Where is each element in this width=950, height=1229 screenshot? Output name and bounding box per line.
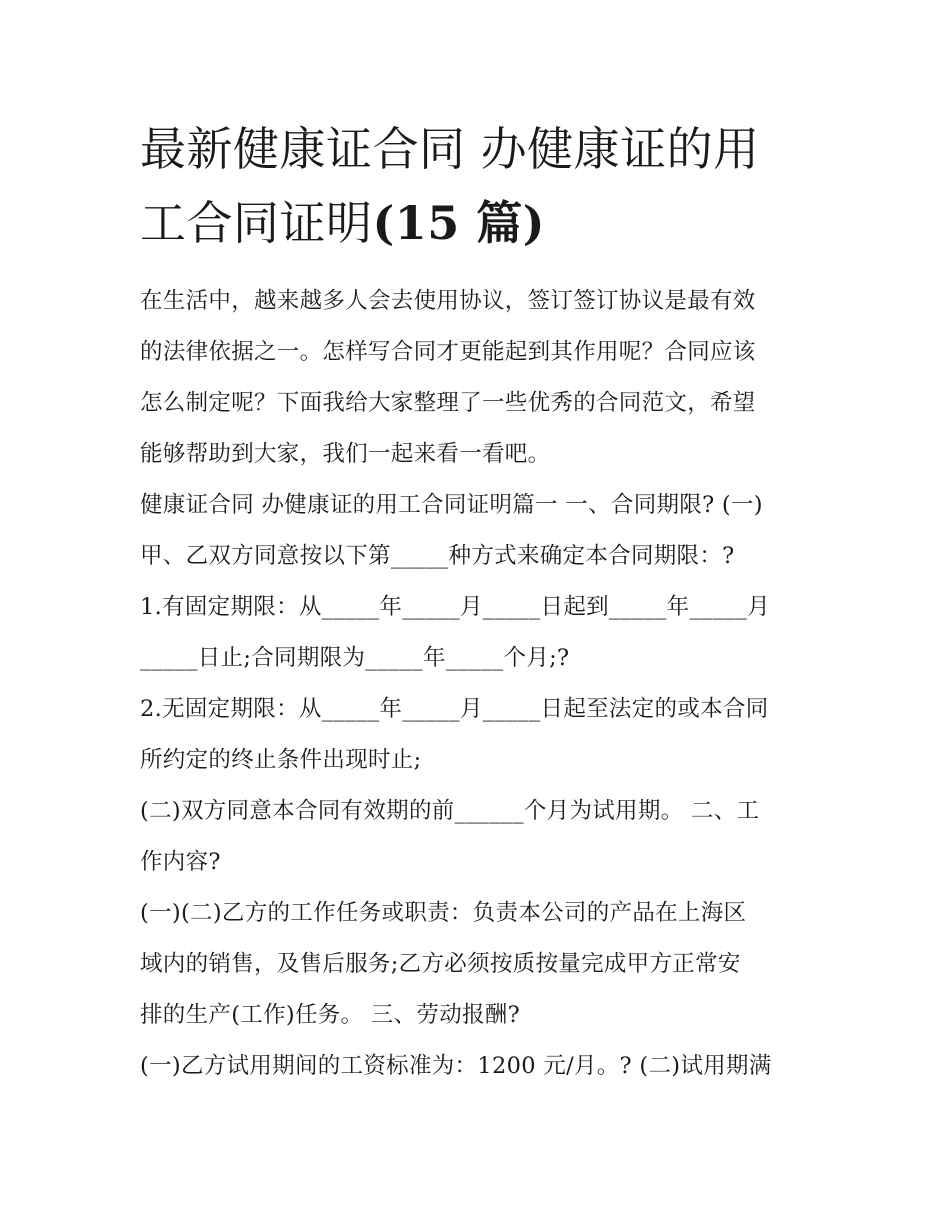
body-line: (二)双方同意本合同有效期的前______个月为试用期。 二、工 (140, 798, 760, 824)
body-line: 排的生产(工作)任务。 三、劳动报酬? (140, 1002, 520, 1028)
title-count: (15 篇) (372, 196, 546, 250)
body-line: 1.有固定期限：从_____年_____月_____日起到_____年_____月 (140, 594, 771, 620)
body-line: 怎么制定呢？下面我给大家整理了一些优秀的合同范文，希望 (140, 390, 756, 416)
body-line: 所约定的终止条件出现时止; (140, 747, 422, 773)
body-line: 作内容? (140, 849, 221, 875)
title-line-2: 工合同证明 (140, 196, 373, 250)
body-line: 在生活中，越来越多人会去使用协议，签订签订协议是最有效 (140, 288, 756, 314)
body-line: _____日止;合同期限为_____年_____个月;? (140, 645, 570, 671)
body-line: 的法律依据之一。怎样写合同才更能起到其作用呢？合同应该 (140, 339, 756, 365)
document-body (140, 276, 812, 1092)
title-line-1: 最新健康证合同 办健康证的用 (140, 122, 760, 176)
document-title (140, 112, 820, 260)
body-line: (一)乙方试用期间的工资标准为：1200 元/月。? (二)试用期满 (140, 1053, 772, 1079)
body-line: 健康证合同 办健康证的用工合同证明篇一 一、合同期限? (一) (140, 492, 763, 518)
body-line: (一)(二)乙方的工作任务或职责：负责本公司的产品在上海区 (140, 900, 747, 926)
body-line: 2.无固定期限：从_____年_____月_____日起至法定的或本合同 (140, 696, 769, 722)
body-line: 域内的销售，及售后服务;乙方必须按质按量完成甲方正常安 (140, 951, 741, 977)
body-line: 甲、乙双方同意按以下第_____种方式来确定本合同期限：? (140, 543, 735, 569)
body-line: 能够帮助到大家，我们一起来看一看吧。 (140, 441, 551, 467)
